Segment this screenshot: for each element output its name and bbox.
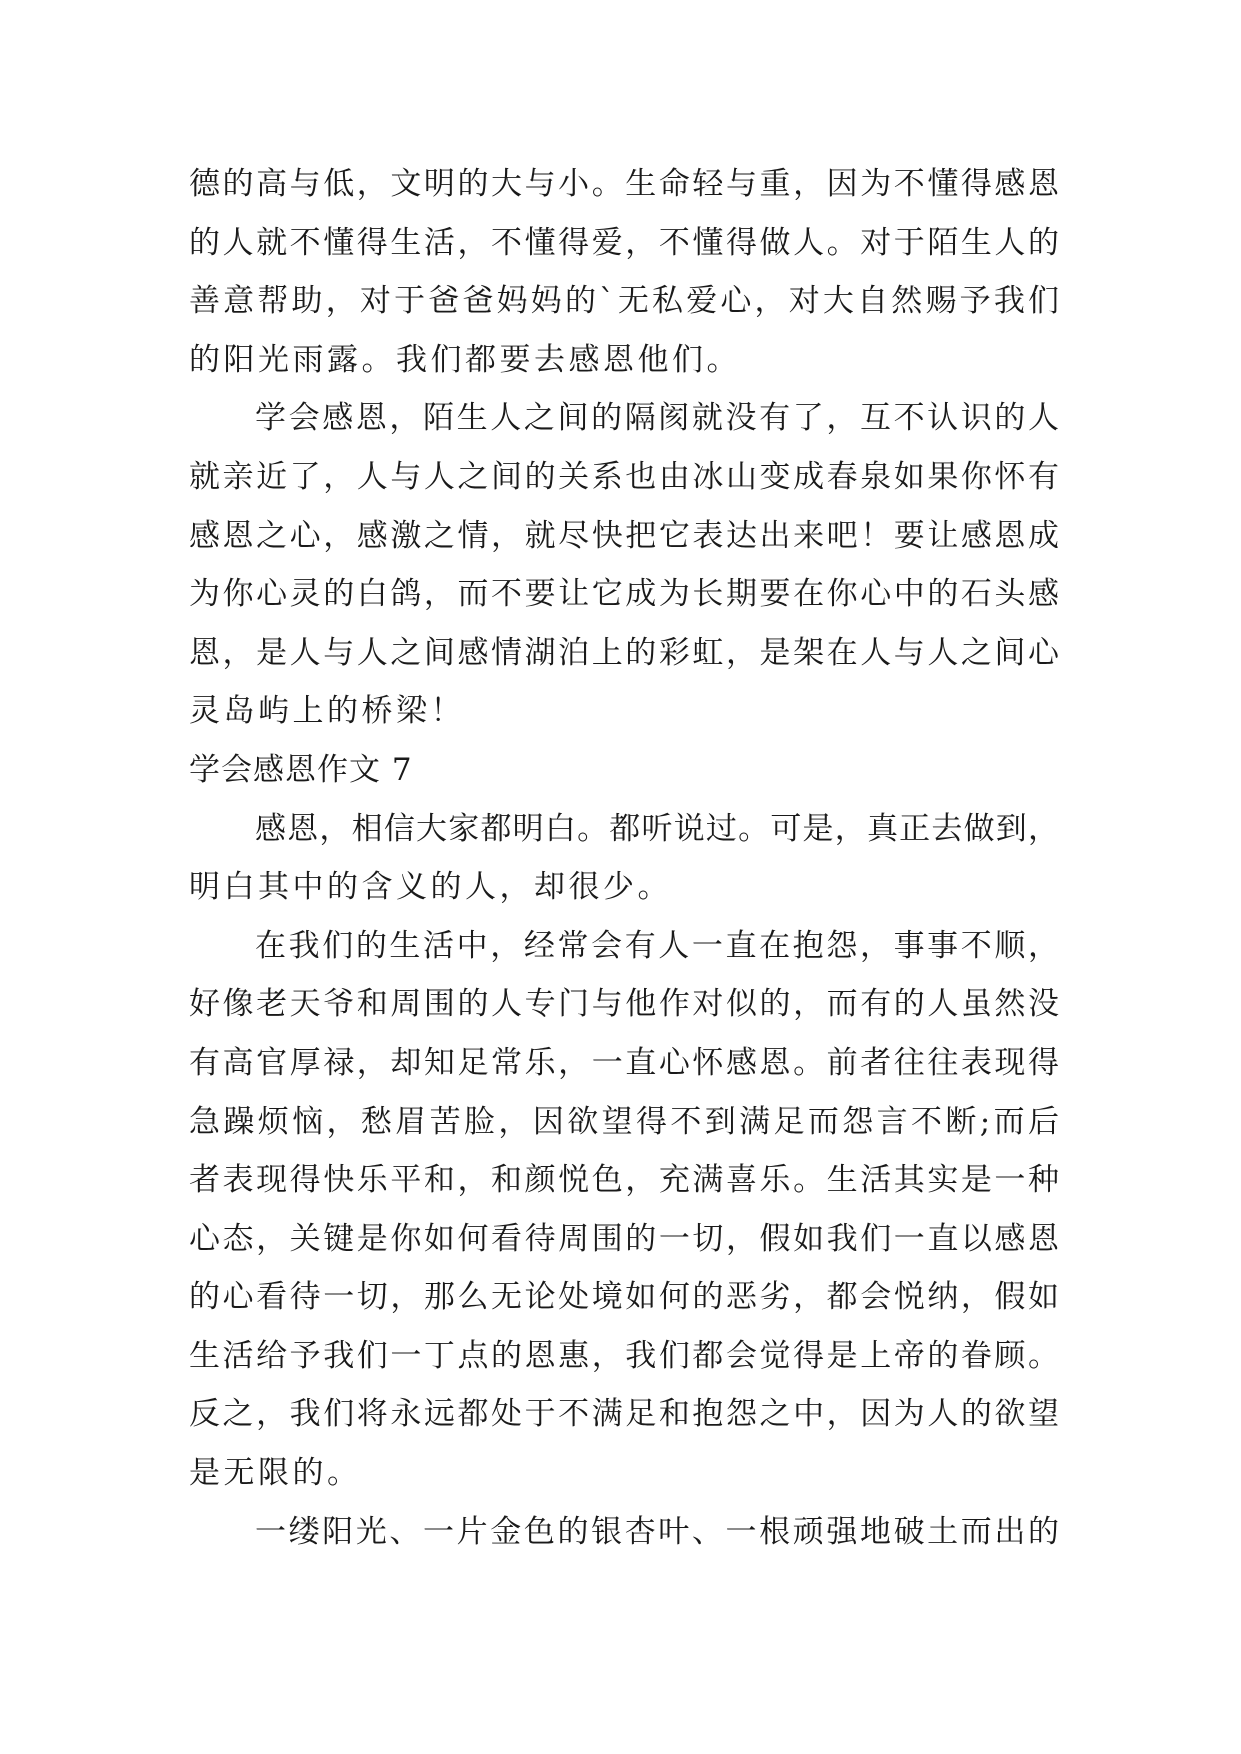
text-line: 心态，关键是你如何看待周围的一切，假如我们一直以感恩 <box>189 1220 1059 1257</box>
text-line: 是无限的。 <box>189 1455 362 1492</box>
text-line: 德的高与低，文明的大与小。生命轻与重，因为不懂得感恩 <box>189 166 1059 202</box>
text-line: 在我们的生活中，经常会有人一直在抱怨，事事不顺， <box>255 927 1059 964</box>
text-line: 者表现得快乐平和，和颜悦色，充满喜乐。生活其实是一种 <box>189 1162 1059 1199</box>
text-line: 有高官厚禄，却知足常乐，一直心怀感恩。前者往往表现得 <box>189 1044 1059 1081</box>
text-line: 为你心灵的白鸽，而不要让它成为长期要在你心中的石头感 <box>189 576 1059 613</box>
text-line: 恩，是人与人之间感情湖泊上的彩虹，是架在人与人之间心 <box>189 634 1059 671</box>
text-line: 好像老天爷和周围的人专门与他作对似的，而有的人虽然没 <box>189 986 1059 1023</box>
text-line: 的人就不懂得生活，不懂得爱，不懂得做人。对于陌生人的 <box>189 224 1059 261</box>
text-line: 善意帮助，对于爸爸妈妈的`无私爱心，对大自然赐予我们 <box>189 283 1059 320</box>
text-line: 明白其中的含义的人，却很少。 <box>189 869 672 906</box>
text-line: 一缕阳光、一片金色的银杏叶、一根顽强地破土而出的 <box>255 1513 1059 1550</box>
text-line: 生活给予我们一丁点的恩惠，我们都会觉得是上帝的眷顾。 <box>189 1337 1059 1374</box>
text-line: 学会感恩，陌生人之间的隔阂就没有了，互不认识的人 <box>255 400 1059 437</box>
text-line: 感恩，相信大家都明白。都听说过。可是，真正去做到， <box>255 810 1059 847</box>
text-line: 反之，我们将永远都处于不满足和抱怨之中，因为人的欲望 <box>189 1396 1059 1433</box>
text-line: 的心看待一切，那么无论处境如何的恶劣，都会悦纳，假如 <box>189 1279 1059 1316</box>
text-line: 急躁烦恼，愁眉苦脸，因欲望得不到满足而怨言不断;而后 <box>189 1103 1059 1140</box>
text-line: 就亲近了，人与人之间的关系也由冰山变成春泉如果你怀有 <box>189 458 1059 495</box>
text-line: 的阳光雨露。我们都要去感恩他们。 <box>189 341 741 378</box>
section-heading: 学会感恩作文 7 <box>189 751 413 788</box>
text-line: 感恩之心，感激之情，就尽快把它表达出来吧！要让感恩成 <box>189 517 1059 554</box>
text-line: 灵岛屿上的桥梁！ <box>189 693 465 730</box>
document-body <box>189 155 1059 1561</box>
